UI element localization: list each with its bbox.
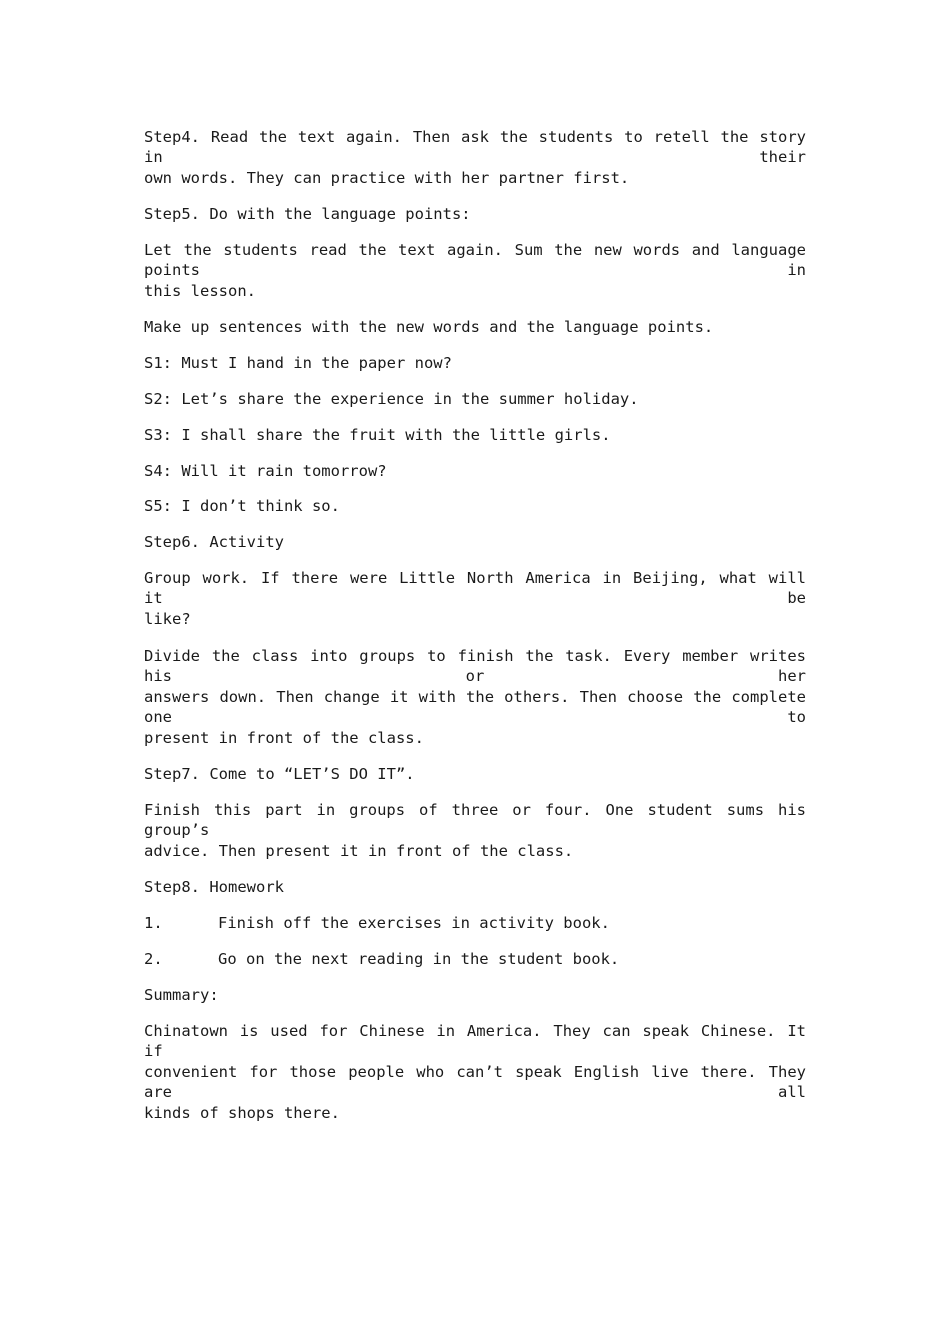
step6-line-5: present in front of the class. [144, 729, 424, 747]
summary-heading: Summary: [144, 986, 219, 1004]
homework-item-1-number: 1. [144, 914, 163, 932]
step6-line-2: like? [144, 610, 191, 628]
summary-line-3: kinds of shops there. [144, 1104, 340, 1122]
step5-line-2: this lesson. [144, 282, 256, 300]
homework-item-2-text: Go on the next reading in the student book. [218, 950, 620, 968]
step7-line-2: advice. Then present it in front of the class. [144, 842, 574, 860]
summary-line-1: Chinatown is used for Chinese in America. They can speak Chinese. It if [144, 1022, 806, 1060]
summary-line-2: convenient for those people who can’t speak English live there. They are all [144, 1063, 806, 1101]
step6-heading: Step6. Activity [144, 533, 284, 551]
step4-line-1: Step4. Read the text again. Then ask the students to retell the story in their [144, 128, 806, 166]
step6-line-3: Divide the class into groups to finish the task. Every member writes his or her [144, 647, 806, 685]
sentence-s4: S4: Will it rain tomorrow? [144, 462, 387, 480]
step5-heading: Step5. Do with the language points: [144, 205, 471, 223]
homework-item-2-number: 2. [144, 950, 163, 968]
step5-line-3: Make up sentences with the new words and the language points. [144, 318, 714, 336]
step4-line-2: own words. They can practice with her partner first. [144, 169, 630, 187]
sentence-s3: S3: I shall share the fruit with the little girls. [144, 426, 611, 444]
step7-heading: Step7. Come to “LET’S DO IT”. [144, 765, 415, 783]
step6-line-4: answers down. Then change it with the others. Then choose the complete one to [144, 688, 806, 726]
step5-line-1: Let the students read the text again. Sum the new words and language points in [144, 241, 806, 279]
step7-line-1: Finish this part in groups of three or four. One student sums his group’s [144, 801, 806, 839]
sentence-s1: S1: Must I hand in the paper now? [144, 354, 452, 372]
step6-line-1: Group work. If there were Little North America in Beijing, what will it be [144, 569, 806, 607]
step8-heading: Step8. Homework [144, 878, 284, 896]
sentence-s5: S5: I don’t think so. [144, 497, 340, 515]
sentence-s2: S2: Let’s share the experience in the summer holiday. [144, 390, 639, 408]
homework-item-1-text: Finish off the exercises in activity book. [218, 914, 610, 932]
